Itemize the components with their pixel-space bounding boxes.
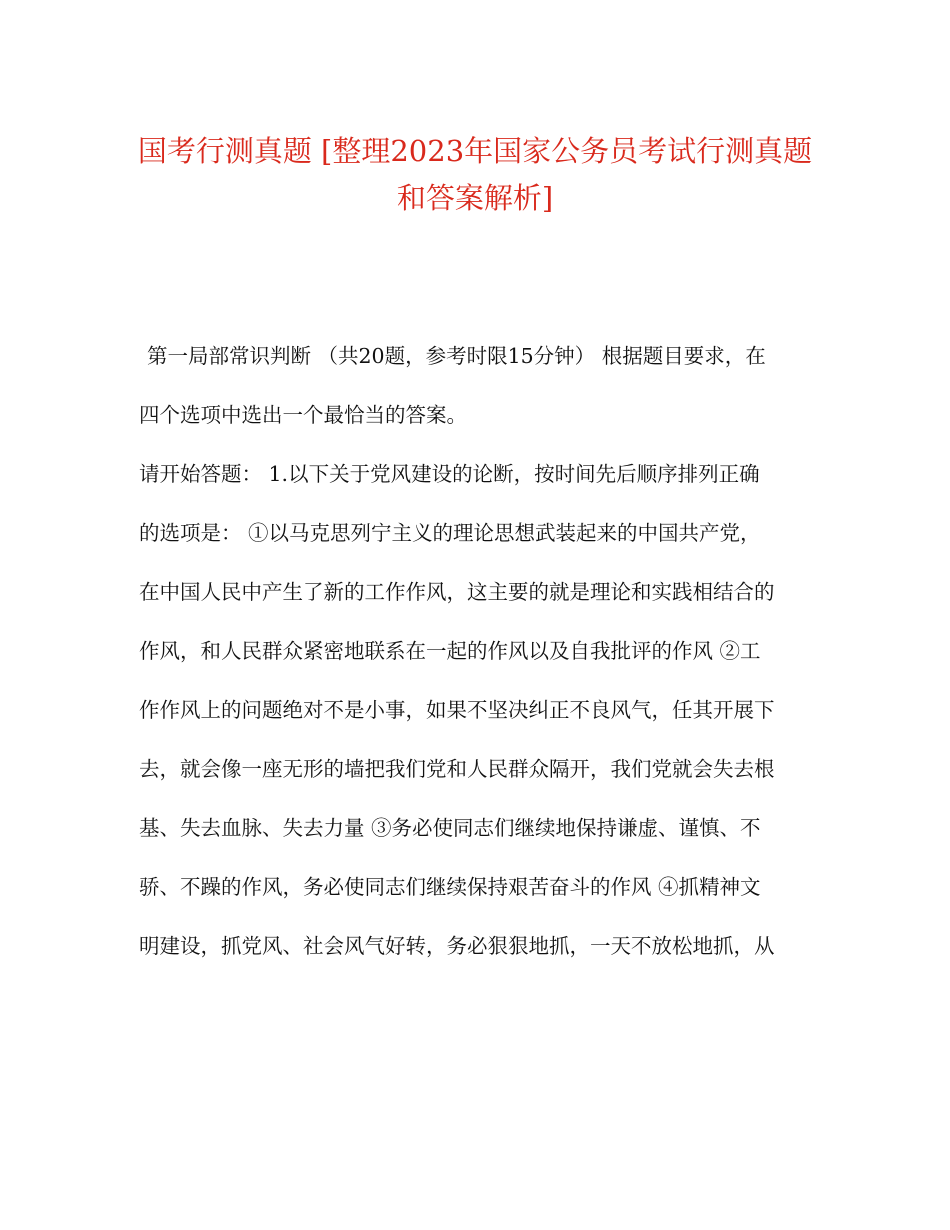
document-title <box>100 128 850 222</box>
body-paragraph-line: 明建设，抓党风、社会风气好转，务必狠狠地抓，一天不放松地抓，从 <box>139 934 775 958</box>
body-paragraph-line: 的选项是： ①以马克思列宁主义的理论思想武装起来的中国共产党， <box>139 521 761 545</box>
body-paragraph-line: 四个选项中选出一个最恰当的答案。 <box>139 403 467 427</box>
body-paragraph-line: 第一局部常识判断 （共20题，参考时限15分钟） 根据题目要求，在 <box>147 344 766 368</box>
document-body <box>139 338 829 987</box>
body-paragraph-line: 基、失去血脉、失去力量 ③务必使同志们继续地保持谦虚、谨慎、不 <box>139 816 761 840</box>
title-line: 国考行测真题 [整理2023年国家公务员考试行测真题 <box>137 134 813 168</box>
body-paragraph-line: 作作风上的问题绝对不是小事，如果不坚决纠正不良风气，任其开展下 <box>139 698 775 722</box>
title-line: 和答案解析] <box>396 181 554 215</box>
body-paragraph-line: 在中国人民中产生了新的工作作风，这主要的就是理论和实践相结合的 <box>139 580 775 604</box>
body-paragraph-line: 作风，和人民群众紧密地联系在一起的作风以及自我批评的作风 ②工 <box>139 639 761 663</box>
body-paragraph-line: 请开始答题： 1.以下关于党风建设的论断，按时间先后顺序排列正确 <box>139 462 760 486</box>
body-paragraph-line: 去，就会像一座无形的墙把我们党和人民群众隔开，我们党就会失去根 <box>139 757 775 781</box>
body-paragraph-line: 骄、不躁的作风，务必使同志们继续保持艰苦奋斗的作风 ④抓精神文 <box>139 875 761 899</box>
